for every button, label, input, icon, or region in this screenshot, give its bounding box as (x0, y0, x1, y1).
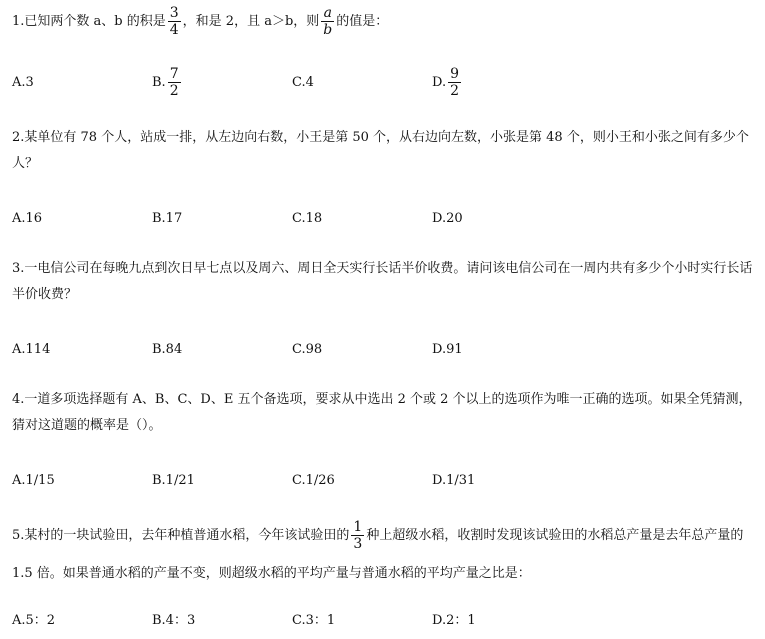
q5-option-c[interactable]: C.3：1 (292, 612, 336, 628)
q1-option-b-fraction (168, 66, 181, 99)
q3-option-b[interactable]: B.84 (152, 341, 183, 357)
q1-text-post: 的值是： (336, 14, 389, 29)
question-3-stem: 3.一电信公司在每晚九点到次日早七点以及周六、周日全天实行长话半价收费。请问该电信公司在一周内共有多少个小时实行长话半价收费？ (12, 261, 753, 302)
q1-fraction-3-4 (168, 5, 181, 38)
question-5-options (12, 598, 760, 638)
q3-option-a[interactable]: A.114 (12, 341, 51, 357)
q5-text-post: 种上超级水稻，收割时发现该试验田的水稻总产量是去年总产量的 1.5 倍。如果普通水稻的产量不变，则超级水稻的平均产量与普通水稻的平均产量之比是： (12, 528, 744, 581)
q1-frac2-numerator: a (323, 5, 332, 21)
q1-option-b-numerator: 7 (169, 65, 179, 82)
q2-option-d[interactable]: D.20 (432, 210, 463, 226)
q2-option-a[interactable]: A.16 (12, 210, 43, 226)
question-4-stem: 4.一道多项选择题有 A、B、C、D、E 五个备选项，要求从中选出 2 个或 2 个以上的选项作为唯一正确的选项。如果全凭猜测，猜对这道题的概率是（）。 (12, 392, 752, 433)
q5-fraction-1-3 (351, 519, 364, 552)
q5-option-d[interactable]: D.2：1 (432, 612, 476, 628)
q1-text-mid: ，和是 2，且 a＞b，则 (182, 14, 320, 29)
q4-option-a[interactable]: A.1/15 (12, 472, 55, 488)
q1-frac1-numerator: 3 (169, 5, 179, 21)
q3-option-d[interactable]: D.91 (432, 341, 463, 357)
q5-text-pre: 5.某村的一块试验田，去年种植普通水稻，今年该试验田的 (12, 528, 350, 543)
q1-option-b-label: B. (152, 74, 166, 90)
question-4-options (12, 460, 760, 500)
q3-option-c[interactable]: C.98 (292, 341, 323, 357)
q5-option-a[interactable]: A.5：2 (12, 612, 56, 628)
q4-option-c[interactable]: C.1/26 (292, 472, 335, 488)
question-3-options (12, 329, 760, 369)
q5-option-b[interactable]: B.4：3 (152, 612, 196, 628)
q4-option-b[interactable]: B.1/21 (152, 472, 195, 488)
q4-option-d[interactable]: D.1/31 (432, 472, 476, 488)
q1-option-d-denominator: 2 (450, 82, 460, 99)
q1-frac2-denominator: b (323, 22, 333, 38)
q1-option-d-label: D. (432, 74, 447, 90)
q1-option-d-fraction (448, 66, 461, 99)
q1-option-d-numerator: 9 (450, 65, 460, 82)
question-2-options (12, 198, 760, 238)
q1-option-a[interactable]: A.3 (12, 74, 34, 90)
q1-fraction-a-b (321, 5, 334, 38)
question-1-stem (12, 2, 760, 42)
q1-option-d[interactable] (432, 62, 463, 102)
q2-option-b[interactable]: B.17 (152, 210, 183, 226)
question-1-options (12, 62, 760, 102)
q1-option-b-denominator: 2 (169, 82, 179, 99)
q1-option-c[interactable]: C.4 (292, 74, 314, 90)
q1-frac1-denominator: 4 (169, 22, 179, 38)
q2-option-c[interactable]: C.18 (292, 210, 323, 226)
q1-option-b[interactable] (152, 62, 183, 102)
question-5-stem (12, 517, 760, 593)
q1-text-pre: 1.已知两个数 a、b 的积是 (12, 14, 166, 29)
q5-frac-denominator: 3 (353, 536, 363, 552)
question-2-stem: 2.某单位有 78 个人，站成一排，从左边向右数，小王是第 50 个，从右边向左数，小张是第 48 个，则小王和小张之间有多少个人？ (12, 130, 749, 171)
q5-frac-numerator: 1 (353, 519, 363, 535)
